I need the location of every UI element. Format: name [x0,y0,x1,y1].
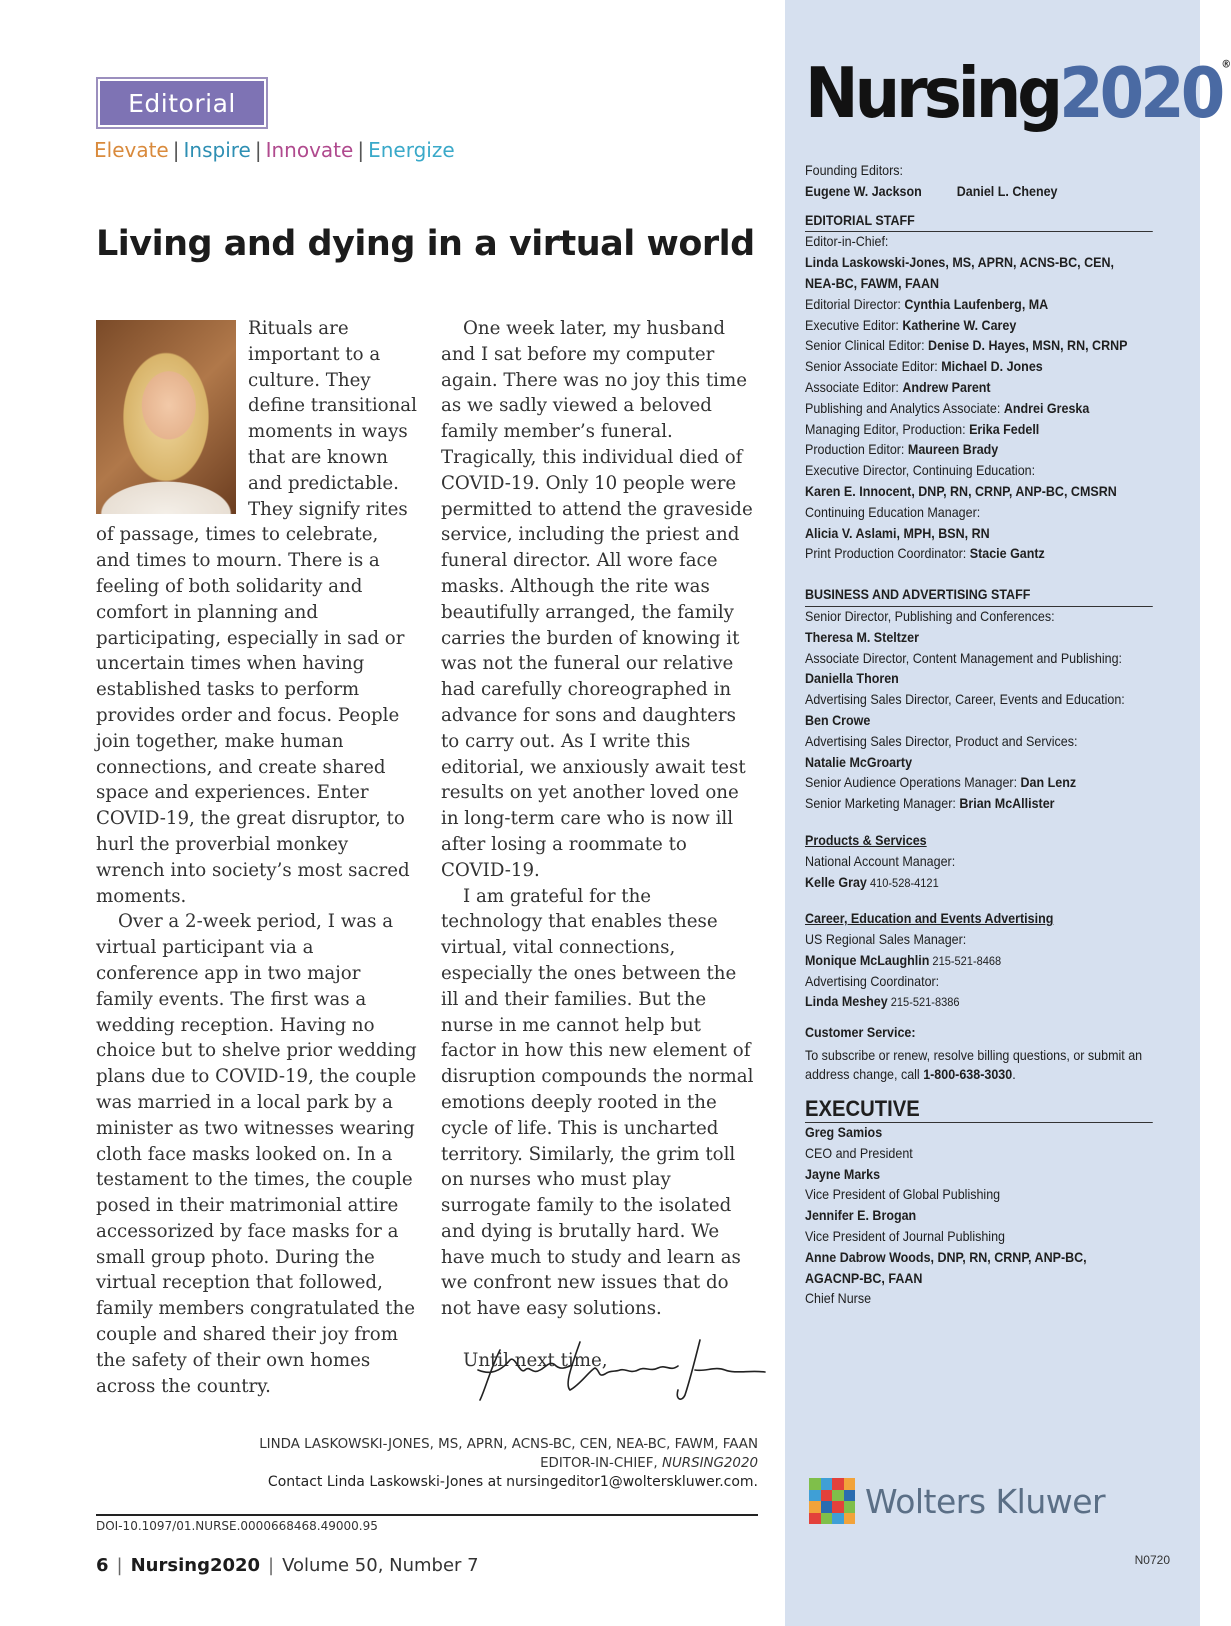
article-paragraph: One week later, my husband and I sat before my computer again. There was no joy this time as we sadly viewed a beloved family member’s funeral. Tragically, this individual died of COVID-19. Only 10 people were permitted to attend the graveside service, including the priest and funeral director. All wore face masks. Although the rite was beautifully arranged, the family carries the burden of knowing it was not the funeral our relative had carefully choreographed in advance for sons and daughters to carry out. As I write this editorial, we anxiously await test results on yet another loved one in long-term care who is now ill after losing a roommate to COVID-19. [441,318,753,881]
doi: DOI-10.1097/01.NURSE.0000668468.49000.95 [96,1519,378,1533]
staff-line: Senior Clinical Editor: Denise D. Hayes, MSN, RN, CRNP [805,338,1128,354]
page-folio [96,1555,479,1576]
staff-line: Print Production Coordinator: Stacie Gantz [805,546,1045,562]
footer-rule [96,1514,758,1516]
staff-role: Continuing Education Manager: [805,504,981,520]
founding-label: Founding Editors: [805,163,904,178]
staff-line: Kelle Gray 410-528-4121 [805,874,939,890]
staff-line: Senior Associate Editor: Michael D. Jones [805,359,1043,375]
eic-label: Editor-in-Chief: [805,234,889,250]
staff-line: Linda Meshey 215-521-8386 [805,994,960,1010]
staff-name: Daniella Thoren [805,671,899,687]
staff-name: Karen E. Innocent, DNP, RN, CRNP, ANP-BC, CMSRN [805,483,1117,499]
eic-name: Linda Laskowski-Jones, MS, APRN, ACNS-BC, CEN, [805,255,1115,271]
masthead-panel [785,0,1231,1626]
staff-name: Natalie McGroarty [805,754,913,770]
staff-line: Managing Editor, Production: Erika Fedell [805,421,1040,437]
folio-journal: Nursing2020 [130,1555,261,1576]
staff-role: Associate Director, Content Management and Publishing: [805,650,1123,666]
author-title: EDITOR-IN-CHIEF, NURSING2020 [540,1455,758,1471]
staff-line: Publishing and Analytics Associate: Andrei Greska [805,400,1090,416]
signature-block [259,1436,758,1492]
tagline-innovate: Innovate [265,138,354,162]
executive-heading: EXECUTIVE [805,1096,1153,1123]
wolters-kluwer-logo-icon [809,1478,855,1524]
tagline [94,138,455,162]
staff-line: Editorial Director: Cynthia Laufenberg, MA [805,296,1049,312]
folio-issue: Volume 50, Number 7 [282,1555,479,1576]
signature-image [470,1330,770,1420]
publisher-logo [809,1478,1105,1524]
tagline-separator: | [254,138,262,162]
section-label: Editorial [100,81,264,125]
staff-name: Alicia V. Aslami, MPH, BSN, RN [805,525,990,541]
customer-service-text: To subscribe or renew, resolve billing questions, or submit an [805,1048,1143,1064]
executive-credentials: AGACNP-BC, FAAN [805,1270,923,1286]
publisher-name: Wolters Kluwer [865,1481,1106,1521]
staff-line: Associate Editor: Andrew Parent [805,379,991,395]
staff-role: Advertising Sales Director, Product and Services: [805,733,1078,749]
staff-line: Production Editor: Maureen Brady [805,442,999,458]
customer-phone: 1-800-638-3030 [923,1067,1013,1083]
staff-role: Advertising Coordinator: [805,973,940,989]
staff-role: Senior Director, Publishing and Conferences: [805,608,1055,624]
article-paragraph: Rituals are important to a culture. They define transitional moments in ways that are known and predictable. They signify rites of passage, times to celebrate, and times to mourn. There is a feeling of both solidarity and comfort in planning and participating, especially in sad or uncertain times when having established tasks to perform provides order and focus. People join together, make human connections, and create shared space and experiences. Enter COVID-19, the great disruptor, to hurl the proverbial monkey wrench into society’s most sacred moments. [96,318,417,907]
author-photo [96,320,236,514]
tagline-separator: | [172,138,180,162]
staff-role: Advertising Sales Director, Career, Events and Education: [805,692,1125,708]
closing-line: Until next time, [463,1350,608,1372]
article-column-1 [96,316,418,1399]
executive-title: Vice President of Journal Publishing [805,1229,1005,1245]
staff-line: Monique McLaughlin 215-521-8468 [805,952,1002,968]
staff-line: Executive Editor: Katherine W. Carey [805,317,1017,333]
founder-name: Eugene W. Jackson [805,183,922,199]
staff-line: Senior Marketing Manager: Brian McAllister [805,796,1055,812]
article-title: Living and dying in a virtual world [96,224,755,264]
executive-title: Chief Nurse [805,1291,872,1307]
customer-service-text: address change, call 1-800-638-3030. [805,1067,1016,1083]
tagline-elevate: Elevate [94,138,169,162]
executive-name: Anne Dabrow Woods, DNP, RN, CRNP, ANP-BC, [805,1249,1087,1265]
executive-title: CEO and President [805,1145,913,1161]
author-credentials: LINDA LASKOWSKI-JONES, MS, APRN, ACNS-BC, CEN, NEA-BC, FAWM, FAAN [259,1437,758,1452]
career-heading: Career, Education and Events Advertising [805,911,1054,927]
tagline-separator: | [357,138,365,162]
staff-role: US Regional Sales Manager: [805,932,967,948]
tagline-energize: Energize [368,138,455,162]
executive-title: Vice President of Global Publishing [805,1187,1001,1203]
products-heading: Products & Services [805,832,927,848]
article-paragraph: I am grateful for the technology that enables these virtual, vital connections, especially the ones between the ill and their families. But the nurse in me cannot help but factor in how this new element of disruption compounds the normal emotions deeply rooted in the cycle of life. This is uncharted territory. Similarly, the grim toll on nurses who must play surrogate family to the isolated and dying is brutally hard. We have much to study and learn as we confront new issues that do not have easy solutions. [441,885,754,1320]
tagline-inspire: Inspire [183,138,251,162]
staff-name: Theresa M. Steltzer [805,629,919,645]
editorial-staff-heading: EDITORIAL STAFF [805,211,1153,233]
folio-separator: | [268,1555,275,1576]
business-staff-heading: BUSINESS AND ADVERTISING STAFF [805,585,1153,607]
journal-name: NURSING2020 [661,1455,758,1471]
staff-role: Executive Director, Continuing Education: [805,463,1036,479]
staff-name: Ben Crowe [805,712,871,728]
founder-name: Daniel L. Cheney [956,183,1058,199]
article-paragraph: Over a 2-week period, I was a virtual participant via a conference app in two major family events. The first was a wedding reception. Having no choice but to shelve prior wedding plans due to COVID-19, the couple was married in a local park by a minister as two witnesses wearing cloth face masks looked on. In a testament to the times, the couple posed in their matrimonial attire accessorized by face masks for a small group photo. During the virtual reception that followed, family members congratulated the couple and shared their joy from the safety of their own homes across the country. [96,911,417,1397]
page-number: 6 [96,1555,109,1576]
staff-role: National Account Manager: [805,853,956,869]
executive-name: Jennifer E. Brogan [805,1208,917,1224]
author-contact: Contact Linda Laskowski-Jones at nursingeditor1@wolterskluwer.com. [267,1474,758,1491]
folio-separator: | [116,1555,123,1576]
masthead-content [805,161,1153,1310]
journal-logo: Nursing2020® [805,54,1231,135]
eic-credentials: NEA-BC, FAWM, FAAN [805,275,940,291]
customer-service-heading: Customer Service: [805,1025,916,1041]
executive-name: Greg Samios [805,1125,883,1141]
issue-code: N0720 [1134,1553,1170,1567]
article-column-2 [441,316,757,1374]
staff-line: Senior Audience Operations Manager: Dan Lenz [805,775,1077,791]
founders [805,182,1153,203]
executive-name: Jayne Marks [805,1166,881,1182]
section-tag [96,77,268,129]
